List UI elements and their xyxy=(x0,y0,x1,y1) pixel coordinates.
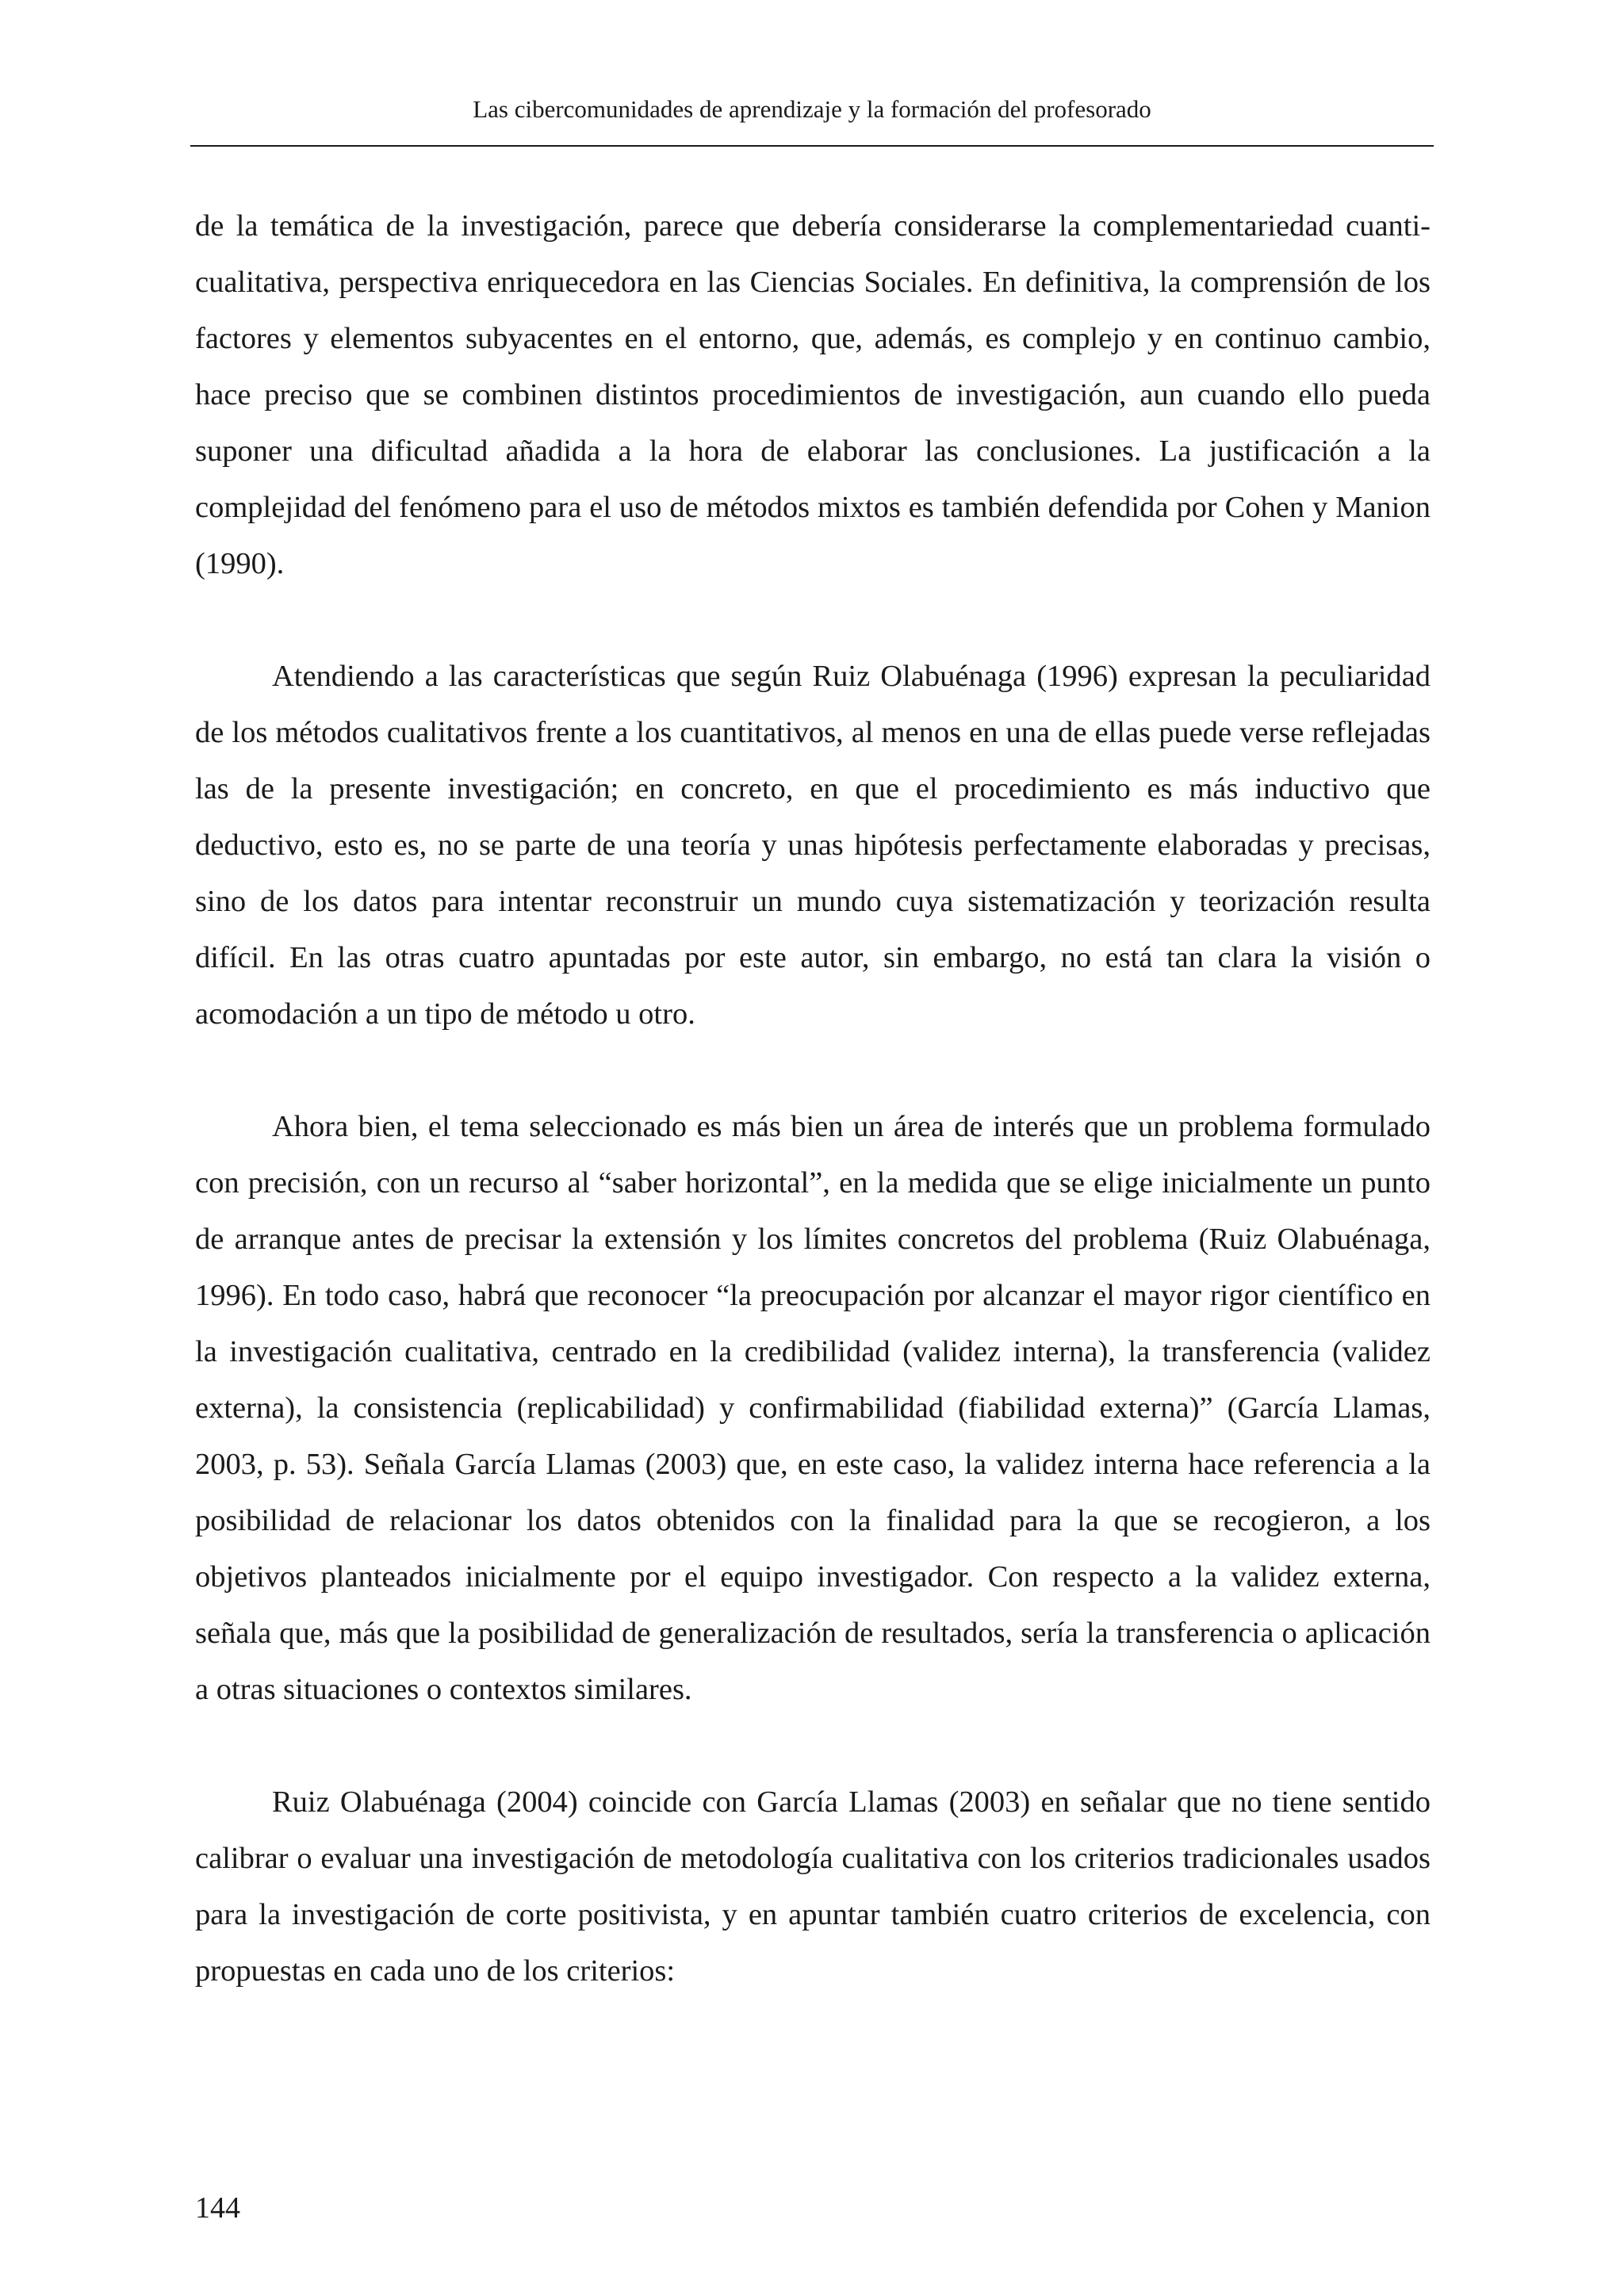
body-text xyxy=(195,198,1431,1999)
paragraph-continuation: de la temática de la investigación, parece que debería considerarse la complementariedad cuanti-cualitativa, perspectiva enriquecedora en las Ciencias Sociales. En definitiva, la comprensión de los factores y elementos subyacentes en el entorno, que, además, es complejo y en continuo cambio, hace preciso que se combinen distintos procedimientos de investigación, aun cuando ello pueda suponer una dificultad añadida a la hora de elaborar las conclusiones. La justificación a la complejidad del fenómeno para el uso de métodos mixtos es también defendida por Cohen y Manion (1990). xyxy=(195,209,1431,580)
page-number: 144 xyxy=(195,2191,240,2225)
paragraph: Ahora bien, el tema seleccionado es más bien un área de interés que un problema formulado con precisión, con un recurso al “saber horizontal”, en la medida que se elige inicialmente un punto de arranque antes de precisar la extensión y los límites concretos del problema (Ruiz Olabuénaga, 1996). En todo caso, habrá que reconocer “la preocupación por alcanzar el mayor rigor científico en la investigación cualitativa, centrado en la credibilidad (validez interna), la transferencia (validez externa), la consistencia (replicabilidad) y confirmabilidad (fiabilidad externa)” (García Llamas, 2003, p. 53). Señala García Llamas (2003) que, en este caso, la validez interna hace referencia a la posibilidad de relacionar los datos obtenidos con la finalidad para la que se recogieron, a los objetivos planteados inicialmente por el equipo investigador. Con respecto a la validez externa, señala que, más que la posibilidad de generalización de resultados, sería la transferencia o aplicación a otras situaciones o contextos similares. xyxy=(195,1110,1431,1706)
paragraph: Atendiendo a las características que según Ruiz Olabuénaga (1996) expresan la peculiaridad de los métodos cualitativos frente a los cuantitativos, al menos en una de ellas puede verse reflejadas las de la presente investigación; en concreto, en que el procedimiento es más inductivo que deductivo, esto es, no se parte de una teoría y unas hipótesis perfectamente elaboradas y precisas, sino de los datos para intentar reconstruir un mundo cuya sistematización y teorización resulta difícil. En las otras cuatro apuntadas por este autor, sin embargo, no está tan clara la visión o acomodación a un tipo de método u otro. xyxy=(195,660,1431,1031)
header-divider xyxy=(190,145,1434,147)
paragraph: Ruiz Olabuénaga (2004) coincide con García Llamas (2003) en señalar que no tiene sentido calibrar o evaluar una investigación de metodología cualitativa con los criterios tradicionales usados para la investigación de corte positivista, y en apuntar también cuatro criterios de excelencia, con propuestas en cada uno de los criterios: xyxy=(195,1785,1431,1988)
running-header: Las cibercomunidades de aprendizaje y la formación del profesorado xyxy=(473,95,1151,123)
